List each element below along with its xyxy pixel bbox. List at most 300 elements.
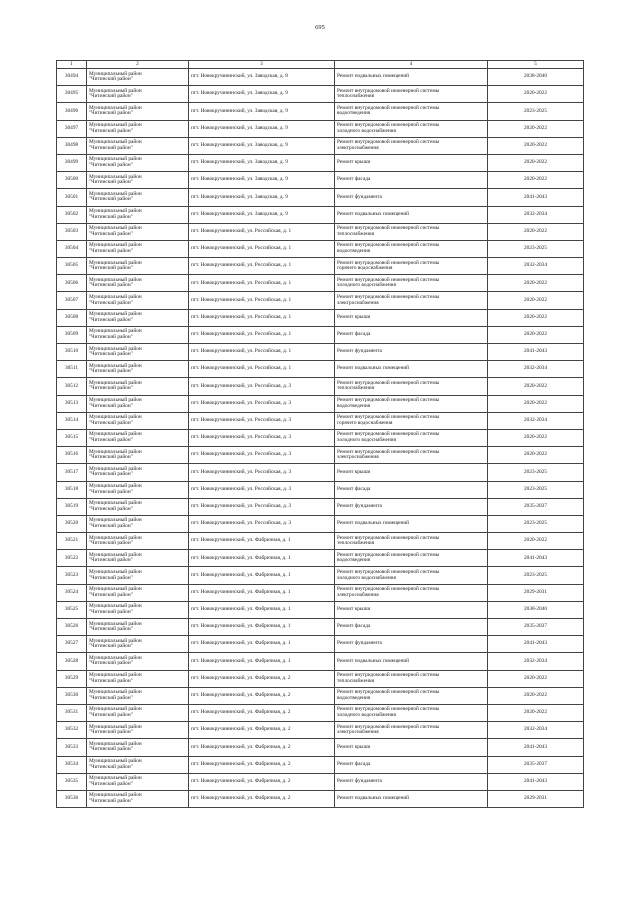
municipality-cell bbox=[87, 601, 189, 618]
period-cell bbox=[488, 361, 584, 378]
address-cell-text: пгт. Новокручининский, ул. Фабричная, д. 2 bbox=[191, 674, 291, 681]
period-cell bbox=[488, 498, 584, 515]
work-type-cell-text: Ремонт фундамента bbox=[337, 640, 382, 647]
period-cell-text: 2020-2022 bbox=[524, 451, 547, 458]
period-cell bbox=[488, 619, 584, 636]
table-row bbox=[57, 189, 584, 206]
table-row bbox=[57, 670, 584, 687]
address-cell-text: пгт. Новокручининский, ул. Заводская, д. 9 bbox=[191, 159, 288, 166]
period-cell-text: 2020-2022 bbox=[524, 90, 547, 97]
address-cell-text: пгт. Новокручининский, ул. Заводская, д. 9 bbox=[191, 90, 288, 97]
period-cell-text: 2032-2034 bbox=[524, 657, 547, 664]
municipality-cell-text: Муниципальный район "Читинский район" bbox=[89, 173, 142, 186]
row-number bbox=[57, 567, 87, 584]
municipality-cell-text: Муниципальный район "Читинский район" bbox=[89, 104, 142, 117]
work-type-cell bbox=[335, 739, 488, 756]
work-type-cell bbox=[335, 550, 488, 567]
period-cell-text: 2020-2022 bbox=[524, 331, 547, 338]
work-type-cell-text: Ремонт внутридомовой инженерной системы электроснабжения bbox=[337, 448, 440, 461]
municipality-cell-text: Муниципальный район "Читинский район" bbox=[89, 517, 142, 529]
row-number-text: 30533 bbox=[64, 743, 79, 750]
period-cell-text: 2020-2022 bbox=[524, 313, 547, 320]
row-number-text: 30525 bbox=[64, 606, 79, 613]
municipality-cell-text: Муниципальный район "Читинский район" bbox=[89, 122, 142, 134]
row-number bbox=[57, 137, 87, 154]
period-cell-text: 2035-2037 bbox=[524, 502, 547, 509]
row-number bbox=[57, 120, 87, 137]
row-number-text: 30496 bbox=[64, 107, 79, 114]
row-number-text: 30535 bbox=[64, 777, 79, 784]
table-row bbox=[57, 601, 584, 618]
period-cell-text: 2041-2043 bbox=[524, 777, 547, 784]
table-row bbox=[57, 240, 584, 257]
address-cell bbox=[189, 653, 335, 670]
row-number-text: 30523 bbox=[64, 571, 79, 578]
work-type-cell-text: Ремонт крыши bbox=[337, 159, 371, 166]
address-cell bbox=[189, 309, 335, 326]
address-cell bbox=[189, 240, 335, 257]
row-number-text: 30512 bbox=[64, 382, 79, 389]
address-cell-text: пгт. Новокручининский, ул. Фабричная, д. 2 bbox=[191, 760, 291, 767]
period-cell-text: 2023-2025 bbox=[524, 571, 547, 578]
municipality-cell-text: Муниципальный район "Читинский район" bbox=[89, 758, 142, 770]
municipality-cell bbox=[87, 756, 189, 773]
period-cell bbox=[488, 137, 584, 154]
address-cell bbox=[189, 172, 335, 189]
work-type-cell bbox=[335, 773, 488, 790]
row-number-text: 30532 bbox=[64, 726, 79, 733]
period-cell bbox=[488, 86, 584, 103]
period-cell-text: 2032-2034 bbox=[524, 417, 547, 424]
period-cell-text: 2041-2043 bbox=[524, 193, 547, 200]
municipality-cell-text: Муниципальный район "Читинский район" bbox=[89, 672, 142, 684]
table-row bbox=[57, 326, 584, 343]
municipality-cell bbox=[87, 636, 189, 653]
period-cell-text: 2023-2025 bbox=[524, 245, 547, 252]
work-type-cell-text: Ремонт подвальных помещений bbox=[337, 365, 409, 372]
address-cell-text: пгт. Новокручининский, ул. Российская, д. 1 bbox=[191, 348, 292, 355]
table-row bbox=[57, 773, 584, 790]
municipality-cell-text: Муниципальный район "Читинский район" bbox=[89, 740, 142, 753]
work-type-cell-text: Ремонт фундамента bbox=[337, 502, 382, 509]
work-type-cell bbox=[335, 275, 488, 292]
row-number bbox=[57, 533, 87, 550]
address-cell-text: пгт. Новокручининский, ул. Заводская, д. 9 bbox=[191, 142, 288, 149]
repair-schedule-table bbox=[56, 60, 584, 808]
period-cell-text: 2020-2022 bbox=[524, 709, 547, 716]
address-cell-text: пгт. Новокручининский, ул. Российская, д. 3 bbox=[191, 520, 292, 527]
municipality-cell bbox=[87, 653, 189, 670]
period-cell bbox=[488, 395, 584, 412]
municipality-cell bbox=[87, 189, 189, 206]
work-type-cell-text: Ремонт крыши bbox=[337, 743, 371, 750]
municipality-cell bbox=[87, 258, 189, 275]
municipality-cell bbox=[87, 429, 189, 446]
row-number-text: 30530 bbox=[64, 692, 79, 699]
period-cell bbox=[488, 69, 584, 86]
period-cell bbox=[488, 601, 584, 618]
period-cell bbox=[488, 687, 584, 704]
address-cell-text: пгт. Новокручининский, ул. Фабричная, д. 1 bbox=[191, 640, 291, 647]
work-type-cell bbox=[335, 567, 488, 584]
row-number bbox=[57, 653, 87, 670]
period-cell-text: 2020-2022 bbox=[524, 434, 547, 441]
period-cell-text: 2032-2034 bbox=[524, 726, 547, 733]
period-cell bbox=[488, 464, 584, 481]
work-type-cell-text: Ремонт крыши bbox=[337, 313, 371, 320]
column-header: 5 bbox=[488, 61, 584, 69]
table-row bbox=[57, 309, 584, 326]
row-number-text: 30526 bbox=[64, 623, 79, 630]
municipality-cell-text: Муниципальный район "Читинский район" bbox=[89, 156, 142, 169]
period-cell-text: 2029-2031 bbox=[524, 795, 547, 802]
period-cell-text: 2023-2025 bbox=[524, 468, 547, 475]
row-number bbox=[57, 395, 87, 412]
table-row bbox=[57, 739, 584, 756]
municipality-cell-text: Муниципальный район "Читинский район" bbox=[89, 345, 142, 358]
work-type-cell-text: Ремонт внутридомовой инженерной системы электроснабжения bbox=[337, 139, 440, 151]
row-number-text: 30516 bbox=[64, 451, 79, 458]
period-cell bbox=[488, 309, 584, 326]
row-number-text: 30506 bbox=[64, 279, 79, 286]
work-type-cell bbox=[335, 361, 488, 378]
municipality-cell bbox=[87, 687, 189, 704]
address-cell bbox=[189, 344, 335, 361]
municipality-cell-text: Муниципальный район "Читинский район" bbox=[89, 379, 142, 392]
municipality-cell-text: Муниципальный район "Читинский район" bbox=[89, 276, 142, 289]
municipality-cell-text: Муниципальный район "Читинский район" bbox=[89, 637, 142, 650]
row-number bbox=[57, 790, 87, 807]
row-number-text: 30509 bbox=[64, 331, 79, 338]
municipality-cell-text: Муниципальный район "Читинский район" bbox=[89, 208, 142, 220]
municipality-cell-text: Муниципальный район "Читинский район" bbox=[89, 620, 142, 633]
table-row bbox=[57, 258, 584, 275]
work-type-cell-text: Ремонт внутридомовой инженерной системы электроснабжения bbox=[337, 723, 440, 736]
municipality-cell bbox=[87, 533, 189, 550]
table-row bbox=[57, 69, 584, 86]
address-cell-text: пгт. Новокручининский, ул. Российская, д. 3 bbox=[191, 451, 292, 458]
row-number-text: 30499 bbox=[64, 159, 79, 166]
period-cell-text: 2020-2022 bbox=[524, 674, 547, 681]
period-cell-text: 2020-2022 bbox=[524, 399, 547, 406]
address-cell bbox=[189, 722, 335, 739]
table-row bbox=[57, 86, 584, 103]
period-cell-text: 2020-2022 bbox=[524, 279, 547, 286]
address-cell bbox=[189, 412, 335, 429]
period-cell-text: 2035-2037 bbox=[524, 623, 547, 630]
row-number-text: 30501 bbox=[64, 193, 79, 200]
table-row bbox=[57, 120, 584, 137]
work-type-cell-text: Ремонт внутридомовой инженерной системы электроснабжения bbox=[337, 293, 440, 306]
municipality-cell bbox=[87, 86, 189, 103]
work-type-cell-text: Ремонт внутридомовой инженерной системы теплоснабжения bbox=[337, 379, 440, 392]
work-type-cell-text: Ремонт фасада bbox=[337, 623, 371, 630]
work-type-cell bbox=[335, 137, 488, 154]
municipality-cell-text: Муниципальный район "Читинский район" bbox=[89, 723, 142, 736]
row-number bbox=[57, 722, 87, 739]
municipality-cell-text: Муниципальный район "Читинский район" bbox=[89, 311, 142, 323]
period-cell-text: 2020-2022 bbox=[524, 176, 547, 183]
period-cell bbox=[488, 550, 584, 567]
work-type-cell bbox=[335, 120, 488, 137]
column-header: 1 bbox=[57, 61, 87, 69]
table-row bbox=[57, 378, 584, 395]
row-number bbox=[57, 103, 87, 120]
work-type-cell bbox=[335, 258, 488, 275]
address-cell-text: пгт. Новокручининский, ул. Заводская, д. 9 bbox=[191, 210, 288, 217]
row-number-text: 30527 bbox=[64, 640, 79, 647]
municipality-cell bbox=[87, 69, 189, 86]
work-type-cell-text: Ремонт крыши bbox=[337, 606, 371, 613]
municipality-cell-text: Муниципальный район "Читинский район" bbox=[89, 431, 142, 444]
municipality-cell-text: Муниципальный район "Читинский район" bbox=[89, 775, 142, 787]
table-row bbox=[57, 103, 584, 120]
municipality-cell bbox=[87, 739, 189, 756]
municipality-cell bbox=[87, 619, 189, 636]
municipality-cell bbox=[87, 567, 189, 584]
period-cell bbox=[488, 240, 584, 257]
municipality-cell bbox=[87, 292, 189, 309]
row-number bbox=[57, 275, 87, 292]
work-type-cell-text: Ремонт фасада bbox=[337, 760, 371, 767]
period-cell-text: 2041-2043 bbox=[524, 640, 547, 647]
row-number-text: 30534 bbox=[64, 760, 79, 767]
address-cell bbox=[189, 69, 335, 86]
table-body bbox=[57, 69, 584, 808]
period-cell bbox=[488, 258, 584, 275]
row-number-text: 30521 bbox=[64, 537, 79, 544]
row-number-text: 30503 bbox=[64, 227, 79, 234]
municipality-cell bbox=[87, 120, 189, 137]
row-number bbox=[57, 601, 87, 618]
table-row bbox=[57, 619, 584, 636]
period-cell bbox=[488, 636, 584, 653]
address-cell-text: пгт. Новокручининский, ул. Российская, д. 1 bbox=[191, 245, 292, 252]
period-cell bbox=[488, 447, 584, 464]
work-type-cell-text: Ремонт внутридомовой инженерной системы теплоснабжения bbox=[337, 672, 440, 684]
address-cell-text: пгт. Новокручининский, ул. Фабричная, д. 2 bbox=[191, 692, 291, 699]
address-cell bbox=[189, 395, 335, 412]
period-cell bbox=[488, 429, 584, 446]
municipality-cell-text: Муниципальный район "Читинский район" bbox=[89, 70, 142, 83]
period-cell-text: 2020-2022 bbox=[524, 142, 547, 149]
row-number bbox=[57, 429, 87, 446]
period-cell-text: 2023-2025 bbox=[524, 485, 547, 492]
work-type-cell-text: Ремонт внутридомовой инженерной системы горячего водоснабжения bbox=[337, 259, 440, 272]
municipality-cell-text: Муниципальный район "Читинский район" bbox=[89, 689, 142, 701]
work-type-cell bbox=[335, 498, 488, 515]
municipality-cell-text: Муниципальный район "Читинский район" bbox=[89, 706, 142, 719]
municipality-cell bbox=[87, 378, 189, 395]
municipality-cell bbox=[87, 481, 189, 498]
municipality-cell bbox=[87, 584, 189, 601]
row-number-text: 30531 bbox=[64, 709, 79, 716]
row-number-text: 30507 bbox=[64, 296, 79, 303]
address-cell-text: пгт. Новокручининский, ул. Российская, д. 3 bbox=[191, 434, 292, 441]
municipality-cell bbox=[87, 240, 189, 257]
period-cell-text: 2020-2022 bbox=[524, 124, 547, 131]
work-type-cell-text: Ремонт подвальных помещений bbox=[337, 657, 409, 664]
work-type-cell-text: Ремонт внутридомовой инженерной системы теплоснабжения bbox=[337, 534, 440, 547]
address-cell bbox=[189, 481, 335, 498]
row-number bbox=[57, 189, 87, 206]
row-number-text: 30513 bbox=[64, 399, 79, 406]
table-row bbox=[57, 756, 584, 773]
work-type-cell bbox=[335, 756, 488, 773]
row-number-text: 30498 bbox=[64, 142, 79, 149]
municipality-cell-text: Муниципальный район "Читинский район" bbox=[89, 293, 142, 306]
period-cell-text: 2032-2034 bbox=[524, 365, 547, 372]
table-row bbox=[57, 412, 584, 429]
address-cell-text: пгт. Новокручининский, ул. Заводская, д. 9 bbox=[191, 107, 288, 114]
table-row bbox=[57, 515, 584, 532]
period-cell-text: 2038-2040 bbox=[524, 73, 547, 80]
address-cell-text: пгт. Новокручининский, ул. Российская, д. 1 bbox=[191, 279, 292, 286]
work-type-cell bbox=[335, 636, 488, 653]
municipality-cell bbox=[87, 275, 189, 292]
row-number-text: 30510 bbox=[64, 348, 79, 355]
municipality-cell bbox=[87, 670, 189, 687]
work-type-cell bbox=[335, 206, 488, 223]
municipality-cell bbox=[87, 344, 189, 361]
work-type-cell bbox=[335, 69, 488, 86]
municipality-cell bbox=[87, 326, 189, 343]
table-row bbox=[57, 653, 584, 670]
municipality-cell-text: Муниципальный район "Читинский район" bbox=[89, 534, 142, 547]
period-cell bbox=[488, 739, 584, 756]
row-number-text: 30519 bbox=[64, 502, 79, 509]
work-type-cell bbox=[335, 481, 488, 498]
municipality-cell-text: Муниципальный район "Читинский район" bbox=[89, 654, 142, 667]
municipality-cell bbox=[87, 154, 189, 171]
work-type-cell bbox=[335, 412, 488, 429]
table-row bbox=[57, 687, 584, 704]
table-row bbox=[57, 704, 584, 721]
table-row bbox=[57, 275, 584, 292]
address-cell bbox=[189, 361, 335, 378]
address-cell bbox=[189, 120, 335, 137]
municipality-cell bbox=[87, 309, 189, 326]
row-number bbox=[57, 326, 87, 343]
period-cell bbox=[488, 533, 584, 550]
row-number bbox=[57, 619, 87, 636]
row-number bbox=[57, 584, 87, 601]
period-cell bbox=[488, 189, 584, 206]
address-cell-text: пгт. Новокручининский, ул. Заводская, д. 9 bbox=[191, 124, 288, 131]
address-cell-text: пгт. Новокручининский, ул. Российская, д. 1 bbox=[191, 331, 292, 338]
period-cell-text: 2041-2043 bbox=[524, 554, 547, 561]
address-cell bbox=[189, 275, 335, 292]
row-number-text: 30524 bbox=[64, 588, 79, 595]
work-type-cell bbox=[335, 687, 488, 704]
period-cell bbox=[488, 223, 584, 240]
work-type-cell-text: Ремонт фасада bbox=[337, 176, 371, 183]
period-cell bbox=[488, 670, 584, 687]
row-number-text: 30515 bbox=[64, 434, 79, 441]
address-cell bbox=[189, 739, 335, 756]
work-type-cell-text: Ремонт внутридомовой инженерной системы электроснабжения bbox=[337, 586, 440, 598]
table-row bbox=[57, 550, 584, 567]
row-number-text: 30508 bbox=[64, 313, 79, 320]
row-number bbox=[57, 223, 87, 240]
work-type-cell-text: Ремонт подвальных помещений bbox=[337, 520, 409, 527]
row-number-text: 30514 bbox=[64, 417, 79, 424]
work-type-cell bbox=[335, 447, 488, 464]
period-cell bbox=[488, 344, 584, 361]
period-cell-text: 2020-2022 bbox=[524, 227, 547, 234]
row-number bbox=[57, 361, 87, 378]
work-type-cell bbox=[335, 154, 488, 171]
period-cell bbox=[488, 704, 584, 721]
work-type-cell-text: Ремонт фасада bbox=[337, 331, 371, 338]
row-number bbox=[57, 550, 87, 567]
address-cell-text: пгт. Новокручининский, ул. Фабричная, д. 2 bbox=[191, 795, 291, 802]
table-row bbox=[57, 292, 584, 309]
municipality-cell-text: Муниципальный район "Читинский район" bbox=[89, 500, 142, 512]
page-number: 695 bbox=[315, 24, 325, 31]
period-cell-text: 2020-2022 bbox=[524, 296, 547, 303]
period-cell-text: 2041-2043 bbox=[524, 743, 547, 750]
municipality-cell bbox=[87, 223, 189, 240]
work-type-cell-text: Ремонт внутридомовой инженерной системы холодного водоснабжения bbox=[337, 706, 440, 719]
address-cell bbox=[189, 619, 335, 636]
row-number bbox=[57, 704, 87, 721]
work-type-cell-text: Ремонт внутридомовой инженерной системы водоотведения bbox=[337, 689, 440, 701]
row-number bbox=[57, 69, 87, 86]
municipality-cell-text: Муниципальный район "Читинский район" bbox=[89, 414, 142, 426]
work-type-cell-text: Ремонт внутридомовой инженерной системы холодного водоснабжения bbox=[337, 568, 440, 581]
table-row bbox=[57, 567, 584, 584]
row-number-text: 30497 bbox=[64, 124, 79, 131]
municipality-cell bbox=[87, 103, 189, 120]
row-number-text: 30536 bbox=[64, 795, 79, 802]
row-number-text: 30502 bbox=[64, 210, 79, 217]
period-cell bbox=[488, 378, 584, 395]
municipality-cell bbox=[87, 704, 189, 721]
period-cell-text: 2020-2022 bbox=[524, 537, 547, 544]
municipality-cell-text: Муниципальный район "Читинский район" bbox=[89, 586, 142, 598]
address-cell-text: пгт. Новокручининский, ул. Заводская, д. 9 bbox=[191, 176, 288, 183]
work-type-cell-text: Ремонт внутридомовой инженерной системы холодного водоснабжения bbox=[337, 431, 440, 444]
address-cell-text: пгт. Новокручининский, ул. Фабричная, д. 1 bbox=[191, 623, 291, 630]
work-type-cell bbox=[335, 395, 488, 412]
work-type-cell-text: Ремонт подвальных помещений bbox=[337, 73, 409, 80]
work-type-cell bbox=[335, 86, 488, 103]
work-type-cell-text: Ремонт внутридомовой инженерной системы холодного водоснабжения bbox=[337, 122, 440, 134]
work-type-cell bbox=[335, 344, 488, 361]
address-cell bbox=[189, 86, 335, 103]
period-cell bbox=[488, 275, 584, 292]
work-type-cell-text: Ремонт фундамента bbox=[337, 777, 382, 784]
work-type-cell-text: Ремонт внутридомовой инженерной системы водоотведения bbox=[337, 104, 440, 117]
row-number bbox=[57, 498, 87, 515]
period-cell bbox=[488, 567, 584, 584]
period-cell-text: 2032-2034 bbox=[524, 210, 547, 217]
period-cell bbox=[488, 653, 584, 670]
row-number-text: 30517 bbox=[64, 468, 79, 475]
municipality-cell bbox=[87, 361, 189, 378]
work-type-cell bbox=[335, 326, 488, 343]
work-type-cell bbox=[335, 464, 488, 481]
period-cell-text: 2023-2025 bbox=[524, 107, 547, 114]
period-cell-text: 2029-2031 bbox=[524, 588, 547, 595]
work-type-cell bbox=[335, 429, 488, 446]
row-number bbox=[57, 172, 87, 189]
table-row bbox=[57, 429, 584, 446]
work-type-cell-text: Ремонт фасада bbox=[337, 485, 371, 492]
row-number-text: 30529 bbox=[64, 674, 79, 681]
row-number bbox=[57, 154, 87, 171]
